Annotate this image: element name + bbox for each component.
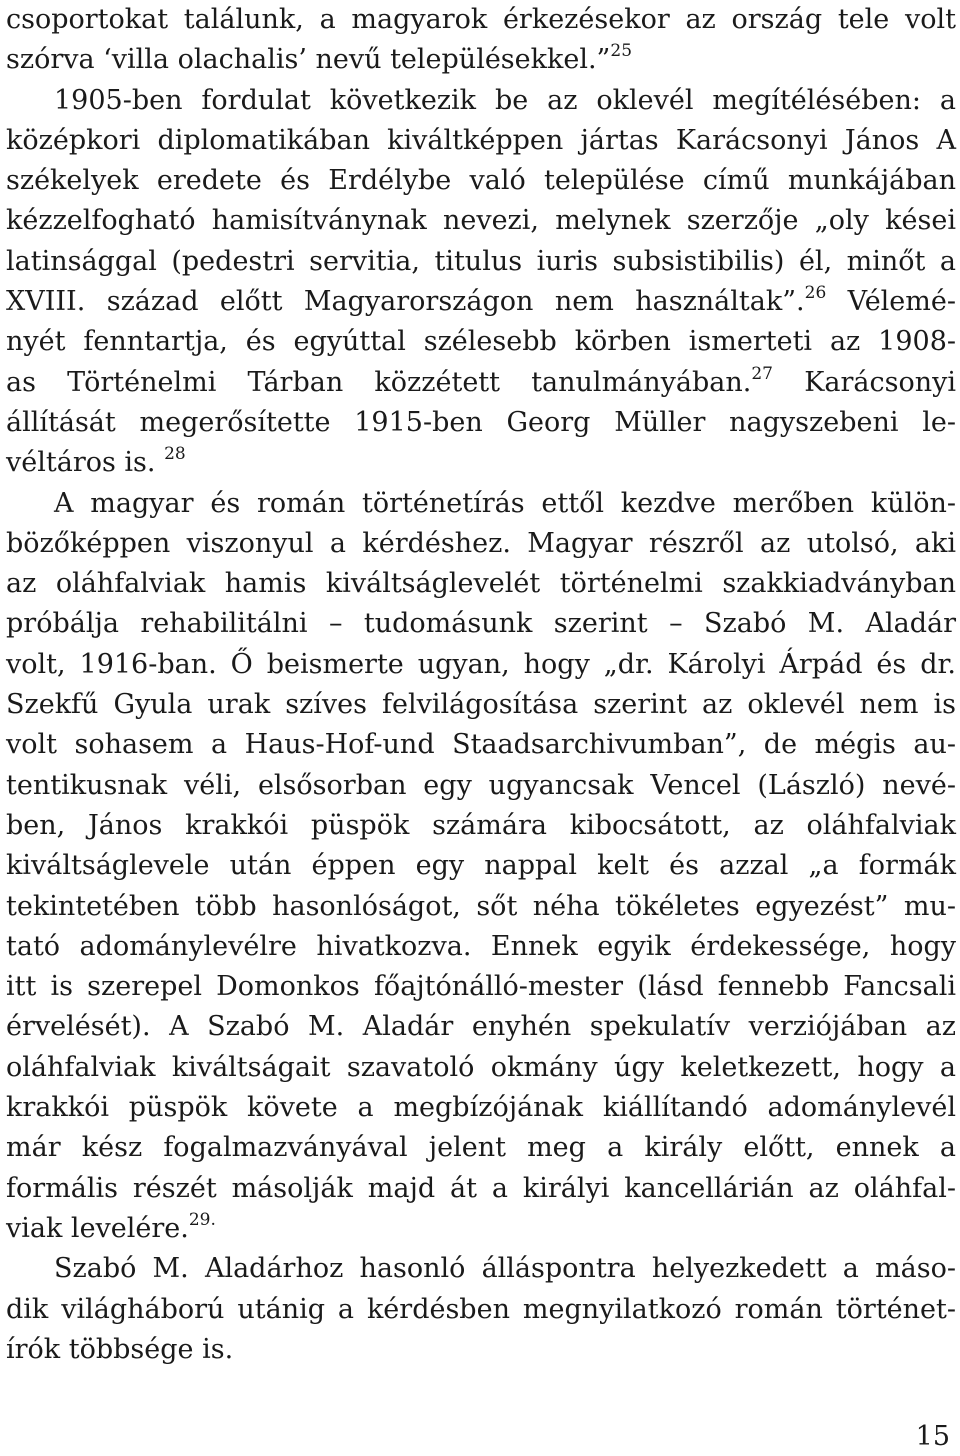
text-line [6,1290,956,1330]
text-line [6,766,956,806]
line-text: állítását megerősítette 1915-ben Georg Müller nagyszebeni le- [6,406,956,438]
text-line [6,524,956,564]
text-line [6,564,956,604]
line-text: volt, 1916-ban. Ő beismerte ugyan, hogy „dr. Károlyi Árpád és dr. [6,648,956,680]
text-line [6,806,956,846]
text-line [6,1048,956,1088]
line-text: kézzelfogható hamisítványnak nevezi, melynek szerzője „oly kései [6,205,956,237]
text-line [6,484,956,524]
text-line [6,40,956,80]
text-line [6,322,956,362]
line-text: Szekfű Gyula urak szíves felvilágosítása szerint az oklevél nem is [6,689,956,721]
line-text: székelyek eredete és Erdélybe való települése című munkájában [6,165,956,197]
footnote-ref-27[interactable]: 27 [751,363,773,384]
line-text: formális részét másolják majd át a királyi kancellárián az oláhfal- [6,1172,956,1204]
text-line [6,242,956,282]
text-line [6,1249,956,1289]
line-text: írók többsége is. [6,1333,234,1365]
text-line [6,887,956,927]
line-text: oláhfalviak kiváltságait szavatoló okmány úgy keletkezett, hogy a [6,1051,956,1083]
text-line [6,201,956,241]
line-text: nyét fenntartja, és egyúttal szélesebb körben ismerteti az 1908- [6,326,956,358]
line-text: A magyar és román történetírás ettől kezdve merőben külön- [54,487,956,519]
line-text: már kész fogalmazványával jelent meg a király előtt, ennek a [6,1132,956,1164]
text-line [6,0,956,40]
page-number: 15 [915,1421,950,1452]
line-text: az oláhfalviak hamis kiváltságlevelét történelmi szakkiadványban [6,568,956,600]
document-page [6,0,956,1370]
line-text: itt is szerepel Domonkos főajtónálló-mester (lásd fennebb Fancsali [6,971,956,1003]
text-line [6,1169,956,1209]
text-line [6,1330,956,1370]
text-line [6,121,956,161]
text-line [6,846,956,886]
line-text: Karácsonyi [773,366,956,398]
line-text: kiváltságlevele után éppen egy nappal kelt és azzal „a formák [6,850,956,882]
line-text: tekintetében több hasonlóságot, sőt néha tökéletes egyezést” mu- [6,890,956,922]
line-text: szórva ‘villa olachalis’ nevű településekkel.” [6,44,611,76]
line-text: latinsággal (pedestri servitia, titulus iuris subsistibilis) él, minőt a [6,245,956,277]
text-line [6,927,956,967]
line-text: érvelését). A Szabó M. Aladár enyhén spekulatív verziójában az [6,1011,956,1043]
line-text: ben, János krakkói püspök számára kibocsátott, az oláhfalviak [6,809,956,841]
line-text: bözőképpen viszonyul a kérdéshez. Magyar részről az utolsó, aki [6,527,956,559]
text-line [6,685,956,725]
footnote-ref-25[interactable]: 25 [610,41,633,62]
text-line [6,645,956,685]
line-text: próbálja rehabilitálni – tudomásunk szerint – Szabó M. Aladár [6,608,956,640]
footnote-ref-29[interactable]: 29. [188,1209,216,1230]
footnote-ref-28[interactable]: 28 [164,444,186,465]
text-line [6,1007,956,1047]
line-text: középkori diplomatikában kiváltképpen jártas Karácsonyi János A [6,124,956,156]
text-line [6,443,956,483]
text-line [6,282,956,322]
line-text: Vélemé- [826,286,956,318]
line-text: XVIII. század előtt Magyarországon nem használtak”. [6,286,805,318]
text-line [6,1128,956,1168]
line-text: 1905-ben fordulat következik be az oklevél megítélésében: a [54,84,956,116]
line-text: tentikusnak véli, elsősorban egy ugyancsak Vencel (László) nevé- [6,769,956,801]
line-text: dik világháború utánig a kérdésben megnyilatkozó román történet- [6,1293,956,1325]
text-line [6,363,956,403]
footnote-ref-26[interactable]: 26 [804,283,827,304]
line-text: as Történelmi Tárban közzétett tanulmányában. [6,366,752,398]
text-line [6,1209,956,1249]
text-line [6,81,956,121]
line-text: csoportokat találunk, a magyarok érkezésekor az ország tele volt [6,4,956,35]
line-text: véltáros is. [6,447,165,479]
text-line [6,403,956,443]
text-line [6,1088,956,1128]
line-text: Szabó M. Aladárhoz hasonló álláspontra helyezkedett a máso- [54,1253,956,1285]
line-text: krakkói püspök követe a megbízójának kiállítandó adománylevél [6,1092,956,1124]
text-line [6,725,956,765]
text-line [6,604,956,644]
line-text: viak levelére. [6,1212,189,1244]
line-text: tató adománylevélre hivatkozva. Ennek egyik érdekessége, hogy [6,930,956,962]
line-text: volt sohasem a Haus-Hof-und Staadsarchivumban”, de mégis au- [6,729,956,761]
text-line [6,161,956,201]
text-line [6,967,956,1007]
